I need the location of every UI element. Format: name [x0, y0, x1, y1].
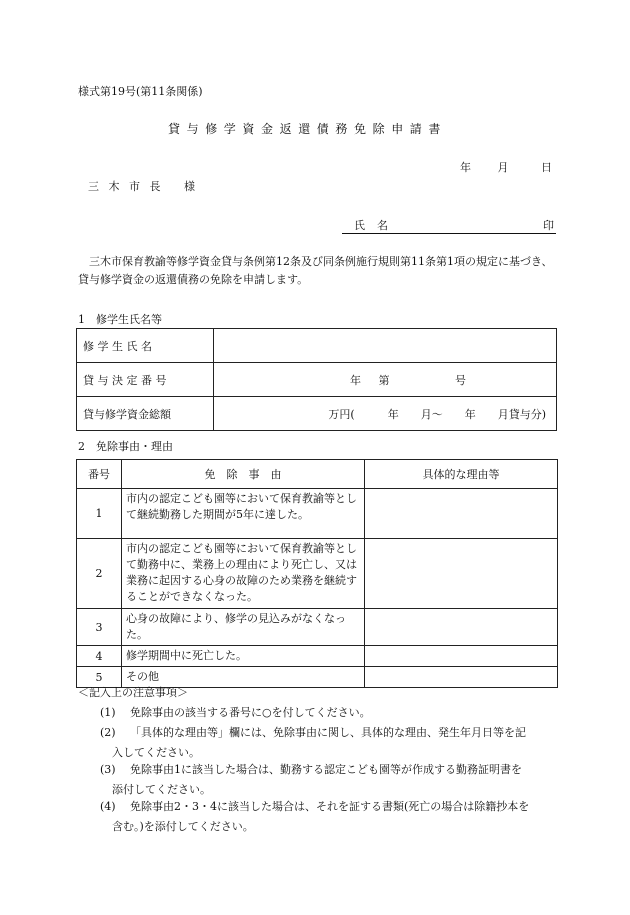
reason-number[interactable]: 2 — [77, 539, 122, 609]
note-text: 免除事由1に該当した場合は、勤務する認定こども園等が作成する勤務証明書を — [130, 763, 522, 776]
note-text: 「具体的な理由等」欄には、免除事由に関し、具体的な理由、発生年月日等を記 — [130, 726, 526, 739]
date-month-label: 月 — [497, 161, 509, 174]
reason-text: 市内の認定こども園等において保育教諭等として勤務中に、業務上の理由により死亡し、又は業務に起因する心身の故障のため業務を継続することができなくなった。 — [122, 539, 365, 609]
column-header-reason: 免 除 事 由 — [122, 460, 365, 489]
addressee: 三 木 市 長 様 — [88, 180, 198, 193]
reason-detail-field[interactable] — [365, 489, 558, 539]
decision-number-field[interactable] — [214, 363, 557, 397]
column-header-detail: 具体的な理由等 — [365, 460, 558, 489]
table-row — [77, 397, 557, 431]
student-name-label: 修 学 生 氏 名 — [77, 329, 214, 363]
table-row — [77, 646, 558, 667]
total-amount-field[interactable] — [214, 397, 557, 431]
reason-detail-field[interactable] — [365, 539, 558, 609]
note-continuation: 含む。)を添付してください。 — [112, 820, 254, 833]
decision-number-label: 貸 与 決 定 番 号 — [77, 363, 214, 397]
reason-text: 修学期間中に死亡した。 — [122, 646, 365, 667]
note-item — [100, 723, 558, 763]
document-title: 貸与修学資金返還債務免除申請書 — [168, 122, 448, 136]
application-statement: 三木市保育教諭等修学資金貸与条例第12条及び同条例施行規則第11条第1項の規定に基づき、貸与修学資金の返還債務の免除を申請します。 — [78, 255, 553, 286]
note-continuation: 入してください。 — [112, 746, 200, 759]
table-row — [77, 329, 557, 363]
total-amount-text: 万円( 年 月～ 年 月貸与分) — [328, 407, 546, 421]
table-row — [77, 667, 558, 688]
reason-detail-field[interactable] — [365, 667, 558, 688]
note-item — [100, 797, 558, 837]
date-day-label: 日 — [541, 161, 552, 174]
applicant-name-line[interactable] — [342, 219, 556, 234]
column-header-number: 番号 — [77, 460, 122, 489]
table-row — [77, 609, 558, 646]
note-number: (3) — [100, 763, 116, 776]
date-year-label: 年 — [460, 161, 471, 174]
form-number: 様式第19号(第11条関係) — [78, 85, 203, 98]
total-amount-label: 貸与修学資金総額 — [77, 397, 214, 431]
reason-number[interactable]: 5 — [77, 667, 122, 688]
note-item — [100, 760, 558, 800]
reason-number[interactable]: 3 — [77, 609, 122, 646]
section2-heading: 2 免除事由・理由 — [78, 440, 173, 453]
note-text: 免除事由の該当する番号に○を付してください。 — [130, 706, 371, 719]
note-item — [100, 703, 558, 723]
reason-text: 心身の故障により、修学の見込みがなくなった。 — [122, 609, 365, 646]
reason-text: その他 — [122, 667, 365, 688]
decision-dai-label: 第 — [378, 373, 390, 387]
date-line — [460, 161, 552, 174]
notes-heading: ＜記入上の注意事項＞ — [78, 686, 188, 699]
note-text: 免除事由2・3・4に該当した場合は、それを証する書類(死亡の場合は除籍抄本を — [130, 800, 530, 813]
exemption-reason-table — [76, 459, 558, 688]
note-number: (1) — [100, 706, 116, 719]
section1-heading: 1 修学生氏名等 — [78, 313, 162, 326]
table-header-row — [77, 460, 558, 489]
table-row — [77, 363, 557, 397]
name-label: 氏名 — [354, 219, 400, 232]
note-number: (4) — [100, 800, 116, 813]
seal-label: 印 — [543, 219, 554, 232]
table-row — [77, 489, 558, 539]
decision-year-label: 年 — [350, 373, 361, 387]
reason-detail-field[interactable] — [365, 609, 558, 646]
table-row — [77, 539, 558, 609]
note-continuation: 添付してください。 — [112, 783, 211, 796]
reason-text: 市内の認定こども園等において保育教諭等として継続勤務した期間が5年に達した。 — [122, 489, 365, 539]
decision-go-label: 号 — [455, 373, 466, 387]
note-number: (2) — [100, 726, 116, 739]
student-name-field[interactable] — [214, 329, 557, 363]
reason-detail-field[interactable] — [365, 646, 558, 667]
reason-number[interactable]: 1 — [77, 489, 122, 539]
student-info-table — [76, 328, 557, 431]
reason-number[interactable]: 4 — [77, 646, 122, 667]
